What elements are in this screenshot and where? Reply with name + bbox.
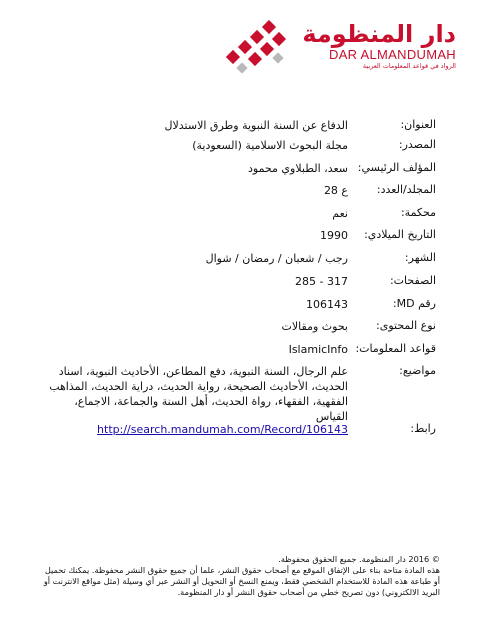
field-label: الصفحات:	[389, 274, 436, 287]
usage-notice: هذه المادة متاحة بناء على الإتفاق الموقع مع أصحاب حقوق النشر، علما أن جميع حقوق النشر محفوظة. يمكنك تحميل أو طباعة هذه المادة للاستخدام الشخصي فقط، ويمنع النسخ أو التحويل أو النشر عبر أي وسيلة (مثل مواقع الانترنت أو البريد الالكتروني) دون تصريح خطي من أصحاب حقوق النشر أو دار المنظومة.	[43, 565, 440, 597]
field-value: نعم	[332, 207, 348, 220]
copyright-footer	[38, 554, 440, 598]
field-databases	[40, 342, 436, 364]
field-label: المصدر:	[398, 138, 436, 151]
field-month	[40, 251, 436, 274]
copyright-line: © 2016 دار المنظومة. جميع الحقوق محفوظة.	[278, 554, 440, 564]
field-link	[40, 422, 436, 442]
field-md-number	[40, 297, 436, 319]
field-label: مواضيع:	[399, 364, 436, 377]
field-label: رابط:	[410, 422, 436, 435]
field-refereed	[40, 206, 436, 228]
publisher-logo	[226, 18, 456, 80]
field-value: رجب / شعبان / رمضان / شوال	[205, 252, 348, 265]
field-label: محكمة:	[400, 206, 436, 219]
logo-diamond-icon	[226, 20, 290, 76]
logo-arabic: دار المنظومة	[302, 20, 456, 48]
field-label: العنوان:	[400, 118, 436, 131]
logo-text	[302, 20, 456, 71]
field-pages	[40, 274, 436, 297]
field-label: المؤلف الرئيسي:	[357, 161, 436, 174]
field-author	[40, 161, 436, 183]
record-details	[40, 118, 436, 442]
logo-english: DAR ALMANDUMAH	[329, 47, 456, 62]
field-value: 285 - 317	[295, 275, 348, 288]
field-label: الشهر:	[404, 251, 436, 264]
field-label: التاريخ الميلادي:	[364, 228, 436, 241]
field-value: ع 28	[323, 184, 348, 197]
field-label: المجلد/العدد:	[376, 183, 436, 196]
field-title	[40, 118, 436, 138]
record-link[interactable]: http://search.mandumah.com/Record/106143	[97, 423, 348, 436]
field-content-type	[40, 319, 436, 342]
field-value: بحوث ومقالات	[281, 320, 348, 333]
field-label: رقم MD:	[392, 297, 436, 310]
field-value: 1990	[320, 229, 348, 242]
field-label: نوع المحتوى:	[376, 319, 436, 332]
field-value: IslamicInfo	[288, 343, 348, 356]
field-volume	[40, 183, 436, 206]
field-subjects	[40, 364, 436, 422]
field-value: 106143	[306, 298, 348, 311]
record-link-value	[40, 422, 348, 437]
field-date	[40, 228, 436, 251]
field-value: علم الرجال، السنة النبوية، دفع المطاعن، الأحاديث النبوية، اسناد الحديث، الأحاديث الصحيحة، رواية الحديث، دراية الحديث، المذاهب الفقهية، الفقهاء، رواة الحديث، أهل السنة والجماعة، الاجماع، القياس	[49, 365, 348, 423]
field-label: قواعد المعلومات:	[355, 342, 436, 355]
logo-tagline: الرواد في قواعد المعلومات العربية	[362, 62, 456, 70]
field-source	[40, 138, 436, 161]
field-value: سعد، الطبلاوي محمود	[247, 162, 348, 175]
field-value: مجلة البحوث الاسلامية (السعودية)	[192, 139, 348, 152]
field-value: الدفاع عن السنة النبوية وطرق الاستدلال	[164, 119, 348, 132]
